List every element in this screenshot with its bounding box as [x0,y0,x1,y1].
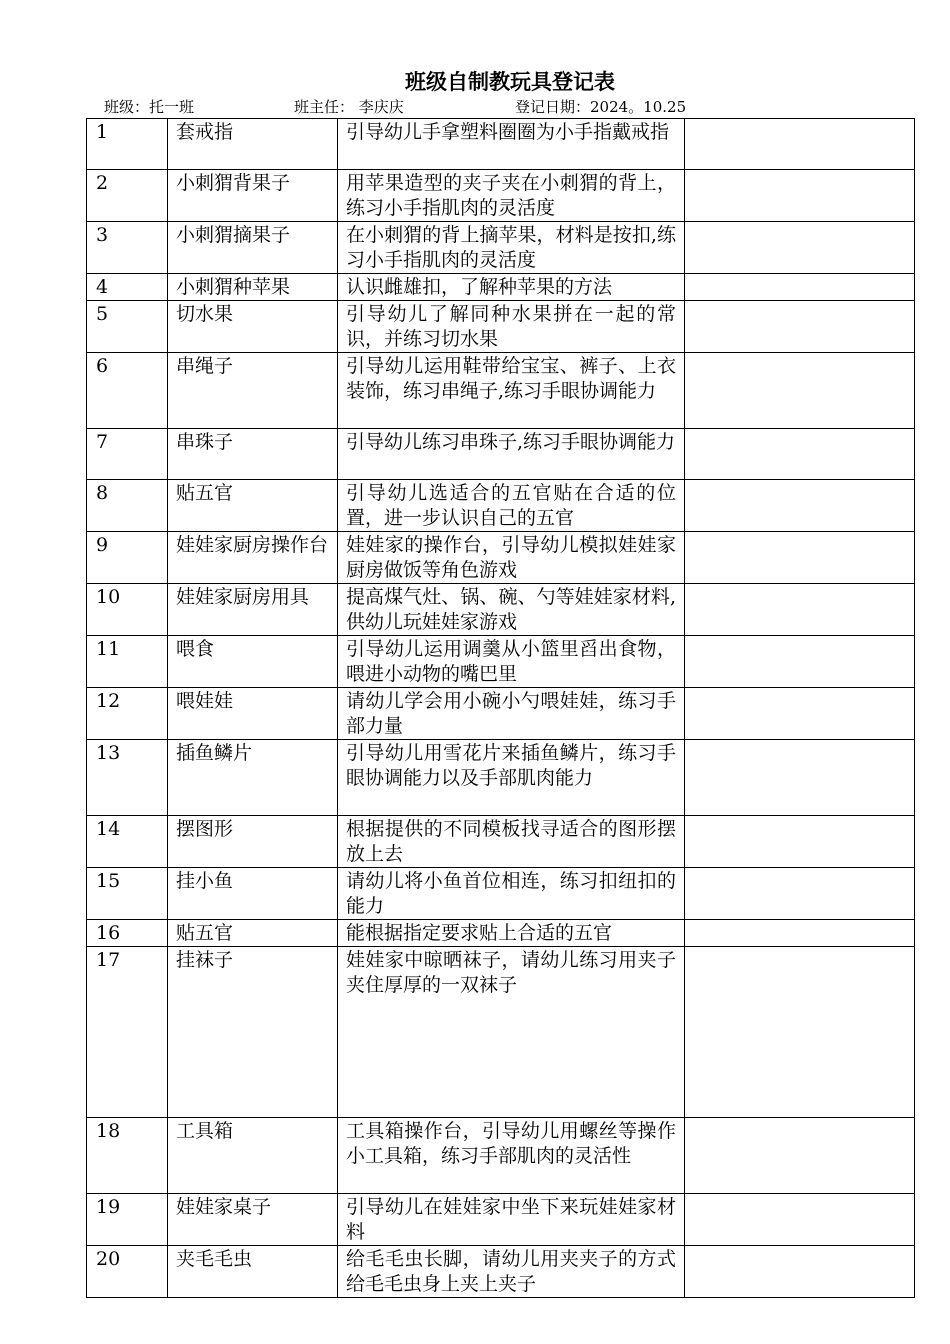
note-cell [685,1246,915,1298]
table-row [87,480,915,532]
note-cell [685,816,915,868]
note-cell [685,170,915,222]
row-number: 18 [87,1118,168,1194]
date-label: 登记日期：2024。10.25 [515,98,687,116]
toy-name: 贴五官 [168,920,338,947]
table-row [87,868,915,920]
toy-name: 娃娃家厨房操作台 [168,532,338,584]
row-number: 20 [87,1246,168,1298]
row-number: 3 [87,222,168,274]
row-number: 4 [87,274,168,301]
toy-name: 娃娃家厨房用具 [168,584,338,636]
row-number: 10 [87,584,168,636]
table-row [87,429,915,480]
toy-description: 根据提供的不同模板找寻适合的图形摆放上去 [338,816,685,868]
table-row [87,584,915,636]
table-row [87,1194,915,1246]
table-row [87,636,915,688]
teacher-label: 班主任： 李庆庆 [294,98,404,116]
row-number: 13 [87,740,168,816]
toy-name: 串绳子 [168,353,338,429]
toy-description: 请幼儿学会用小碗小勺喂娃娃，练习手部力量 [338,688,685,740]
toy-name: 套戒指 [168,119,338,170]
table-row [87,816,915,868]
toy-description: 引导幼儿用雪花片来插鱼鳞片，练习手眼协调能力以及手部肌肉能力 [338,740,685,816]
toy-description: 在小刺猬的背上摘苹果，材料是按扣,练习小手指肌肉的灵活度 [338,222,685,274]
table-row [87,1246,915,1298]
toy-name: 串珠子 [168,429,338,480]
registration-table [86,118,915,1298]
row-number: 11 [87,636,168,688]
table-row [87,1118,915,1194]
row-number: 15 [87,868,168,920]
toy-name: 小刺猬种苹果 [168,274,338,301]
table-row [87,920,915,947]
toy-name: 小刺猬背果子 [168,170,338,222]
class-label: 班级：托一班 [104,98,195,116]
toy-description: 娃娃家的操作台，引导幼儿模拟娃娃家厨房做饭等角色游戏 [338,532,685,584]
table-row [87,532,915,584]
row-number: 2 [87,170,168,222]
row-number: 5 [87,301,168,353]
note-cell [685,429,915,480]
toy-description: 给毛毛虫长脚，请幼儿用夹夹子的方式给毛毛虫身上夹上夹子 [338,1246,685,1298]
note-cell [685,1118,915,1194]
note-cell [685,688,915,740]
table-body [87,119,915,1298]
toy-description: 娃娃家中晾晒袜子，请幼儿练习用夹子夹住厚厚的一双袜子 [338,947,685,1118]
row-number: 12 [87,688,168,740]
toy-description: 工具箱操作台，引导幼儿用螺丝等操作小工具箱，练习手部肌肉的灵活性 [338,1118,685,1194]
toy-description: 请幼儿将小鱼首位相连，练习扣纽扣的能力 [338,868,685,920]
toy-description: 引导幼儿选适合的五官贴在合适的位置，进一步认识自己的五官 [338,480,685,532]
toy-description: 提高煤气灶、锅、碗、勺等娃娃家材料,供幼儿玩娃娃家游戏 [338,584,685,636]
row-number: 14 [87,816,168,868]
toy-description: 用苹果造型的夹子夹在小刺猬的背上，练习小手指肌肉的灵活度 [338,170,685,222]
table-row [87,301,915,353]
note-cell [685,868,915,920]
toy-description: 引导幼儿了解同种水果拼在一起的常识，并练习切水果 [338,301,685,353]
toy-description: 引导幼儿练习串珠子,练习手眼协调能力 [338,429,685,480]
note-cell [685,274,915,301]
note-cell [685,947,915,1118]
row-number: 1 [87,119,168,170]
note-cell [685,119,915,170]
toy-name: 插鱼鳞片 [168,740,338,816]
row-number: 17 [87,947,168,1118]
toy-name: 夹毛毛虫 [168,1246,338,1298]
note-cell [685,301,915,353]
note-cell [685,740,915,816]
table-row [87,947,915,1118]
table-row [87,688,915,740]
table-row [87,119,915,170]
note-cell [685,532,915,584]
toy-description: 引导幼儿在娃娃家中坐下来玩娃娃家材料 [338,1194,685,1246]
toy-name: 喂食 [168,636,338,688]
table-row [87,353,915,429]
table-row [87,274,915,301]
toy-name: 贴五官 [168,480,338,532]
toy-name: 切水果 [168,301,338,353]
row-number: 8 [87,480,168,532]
note-cell [685,920,915,947]
note-cell [685,636,915,688]
toy-description: 引导幼儿运用鞋带给宝宝、裤子、上衣装饰，练习串绳子,练习手眼协调能力 [338,353,685,429]
toy-description: 引导幼儿运用调羹从小篮里舀出食物，喂进小动物的嘴巴里 [338,636,685,688]
note-cell [685,222,915,274]
table-row [87,222,915,274]
note-cell [685,584,915,636]
note-cell [685,1194,915,1246]
toy-name: 小刺猬摘果子 [168,222,338,274]
toy-name: 娃娃家桌子 [168,1194,338,1246]
toy-name: 挂袜子 [168,947,338,1118]
row-number: 16 [87,920,168,947]
row-number: 7 [87,429,168,480]
row-number: 19 [87,1194,168,1246]
toy-description: 能根据指定要求贴上合适的五官 [338,920,685,947]
row-number: 9 [87,532,168,584]
toy-description: 引导幼儿手拿塑料圈圈为小手指戴戒指 [338,119,685,170]
toy-name: 摆图形 [168,816,338,868]
toy-description: 认识雌雄扣，了解种苹果的方法 [338,274,685,301]
page-title: 班级自制教玩具登记表 [405,70,615,94]
toy-name: 工具箱 [168,1118,338,1194]
table-row [87,170,915,222]
toy-name: 挂小鱼 [168,868,338,920]
row-number: 6 [87,353,168,429]
toy-name: 喂娃娃 [168,688,338,740]
note-cell [685,353,915,429]
table-row [87,740,915,816]
note-cell [685,480,915,532]
